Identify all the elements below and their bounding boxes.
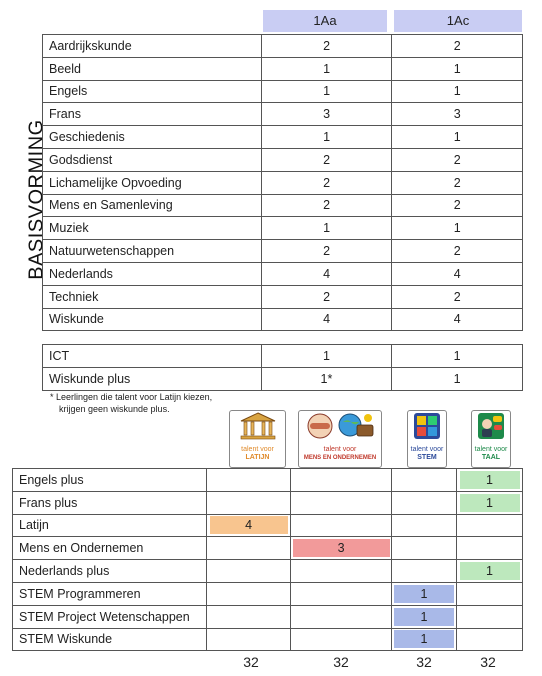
option-name: Nederlands plus bbox=[13, 560, 207, 583]
talent-card-mens bbox=[298, 410, 382, 468]
hours-mens bbox=[291, 537, 392, 560]
hours-latijn bbox=[207, 560, 291, 583]
subject-name: Muziek bbox=[43, 217, 262, 240]
table-row bbox=[13, 582, 523, 605]
footnote-line1: Leerlingen die talent voor Latijn kiezen, bbox=[56, 392, 213, 402]
talent-latijn-line2: LATIJN bbox=[245, 454, 270, 461]
option-name: STEM Wiskunde bbox=[13, 628, 207, 651]
highlight-taal: 1 bbox=[460, 562, 520, 580]
hours-mens bbox=[291, 469, 392, 492]
highlight-taal: 1 bbox=[460, 494, 520, 512]
hours-1ac: 1 bbox=[392, 345, 523, 368]
hours-1ac: 4 bbox=[392, 308, 523, 331]
hours-1aa: 4 bbox=[261, 308, 392, 331]
subject-name: Wiskunde plus bbox=[43, 367, 262, 390]
hours-mens bbox=[291, 560, 392, 583]
talent-card-latijn bbox=[229, 410, 286, 468]
hours-1aa: 2 bbox=[261, 171, 392, 194]
subject-name: Frans bbox=[43, 103, 262, 126]
option-name: Latijn bbox=[13, 514, 207, 537]
table-row bbox=[43, 262, 523, 285]
hours-stem bbox=[392, 514, 457, 537]
subject-name: Geschiedenis bbox=[43, 126, 262, 149]
talent-taal-line1: talent voor bbox=[474, 446, 508, 453]
table-row bbox=[13, 560, 523, 583]
talent-stem-line2: STEM bbox=[417, 454, 437, 461]
total-stem: 32 bbox=[416, 654, 432, 670]
table-row bbox=[43, 57, 523, 80]
speech-person-icon bbox=[475, 411, 507, 441]
talent-stem-line1: talent voor bbox=[410, 446, 444, 453]
talent-options-table bbox=[12, 468, 523, 651]
hours-1aa: 1* bbox=[261, 367, 392, 390]
basisvorming-table bbox=[42, 34, 523, 331]
highlight-mens: 3 bbox=[293, 539, 390, 557]
hours-1ac: 1 bbox=[392, 367, 523, 390]
hours-latijn bbox=[207, 605, 291, 628]
footnote-line2: krijgen geen wiskunde plus. bbox=[59, 404, 170, 414]
table-row bbox=[43, 194, 523, 217]
subject-name: ICT bbox=[43, 345, 262, 368]
extra-subjects-table bbox=[42, 344, 523, 391]
option-name: Engels plus bbox=[13, 469, 207, 492]
hours-1aa: 2 bbox=[261, 35, 392, 58]
table-row bbox=[43, 345, 523, 368]
footnote bbox=[50, 391, 212, 415]
table-row bbox=[43, 308, 523, 331]
subject-name: Nederlands bbox=[43, 262, 262, 285]
column-header-1ac: 1Ac bbox=[394, 10, 522, 32]
hours-1ac: 2 bbox=[392, 148, 523, 171]
subject-name: Engels bbox=[43, 80, 262, 103]
hours-1aa: 2 bbox=[261, 194, 392, 217]
subject-name: Beeld bbox=[43, 57, 262, 80]
hours-latijn bbox=[207, 537, 291, 560]
subject-name: Godsdienst bbox=[43, 148, 262, 171]
hours-taal bbox=[457, 514, 523, 537]
table-row bbox=[13, 537, 523, 560]
table-row bbox=[13, 514, 523, 537]
hours-1aa: 2 bbox=[261, 285, 392, 308]
hours-1ac: 2 bbox=[392, 194, 523, 217]
table-row bbox=[43, 217, 523, 240]
hours-1ac: 3 bbox=[392, 103, 523, 126]
hours-1aa: 4 bbox=[261, 262, 392, 285]
hours-1ac: 1 bbox=[392, 80, 523, 103]
hours-taal bbox=[457, 605, 523, 628]
hours-1aa: 2 bbox=[261, 240, 392, 263]
total-latijn: 32 bbox=[243, 654, 259, 670]
table-row bbox=[13, 491, 523, 514]
hours-latijn bbox=[207, 469, 291, 492]
hours-latijn bbox=[207, 514, 291, 537]
hours-stem bbox=[392, 469, 457, 492]
total-taal: 32 bbox=[480, 654, 496, 670]
highlight-latijn: 4 bbox=[210, 516, 288, 534]
table-row bbox=[43, 240, 523, 263]
hours-stem bbox=[392, 537, 457, 560]
hours-1ac: 2 bbox=[392, 171, 523, 194]
hours-1ac: 2 bbox=[392, 285, 523, 308]
hours-taal bbox=[457, 469, 523, 492]
hours-stem bbox=[392, 605, 457, 628]
option-name: STEM Project Wetenschappen bbox=[13, 605, 207, 628]
option-name: Mens en Ondernemen bbox=[13, 537, 207, 560]
hours-taal bbox=[457, 628, 523, 651]
table-row bbox=[43, 80, 523, 103]
highlight-stem: 1 bbox=[394, 630, 454, 648]
talent-card-taal bbox=[471, 410, 511, 468]
hours-latijn bbox=[207, 491, 291, 514]
subject-name: Mens en Samenleving bbox=[43, 194, 262, 217]
hours-mens bbox=[291, 582, 392, 605]
hours-1aa: 1 bbox=[261, 217, 392, 240]
hours-1ac: 1 bbox=[392, 57, 523, 80]
footnote-star: * bbox=[50, 392, 54, 402]
hours-1aa: 2 bbox=[261, 148, 392, 171]
highlight-taal: 1 bbox=[460, 471, 520, 489]
talent-mens-line1: talent voor bbox=[323, 446, 357, 453]
hours-stem bbox=[392, 628, 457, 651]
talent-mens-line2: MENS EN ONDERNEMEN bbox=[303, 455, 377, 461]
talent-card-stem bbox=[407, 410, 447, 468]
hours-1ac: 2 bbox=[392, 240, 523, 263]
columns-building-icon bbox=[238, 411, 278, 441]
hours-1aa: 1 bbox=[261, 345, 392, 368]
hours-mens bbox=[291, 491, 392, 514]
table-row bbox=[13, 605, 523, 628]
hours-latijn bbox=[207, 628, 291, 651]
table-row bbox=[43, 367, 523, 390]
total-mens: 32 bbox=[333, 654, 349, 670]
hours-1ac: 2 bbox=[392, 35, 523, 58]
subject-name: Natuurwetenschappen bbox=[43, 240, 262, 263]
highlight-stem: 1 bbox=[394, 608, 454, 626]
hours-stem bbox=[392, 582, 457, 605]
hours-taal bbox=[457, 537, 523, 560]
table-row bbox=[13, 628, 523, 651]
section-label-basisvorming: BASISVORMING bbox=[25, 119, 48, 280]
column-header-1aa: 1Aa bbox=[263, 10, 387, 32]
subject-name: Aardrijkskunde bbox=[43, 35, 262, 58]
hours-1ac: 1 bbox=[392, 126, 523, 149]
hours-1aa: 3 bbox=[261, 103, 392, 126]
hours-1aa: 1 bbox=[261, 57, 392, 80]
hours-stem bbox=[392, 491, 457, 514]
hours-mens bbox=[291, 514, 392, 537]
talent-latijn-line1: talent voor bbox=[241, 446, 274, 453]
hours-stem bbox=[392, 560, 457, 583]
hours-mens bbox=[291, 605, 392, 628]
hours-1ac: 1 bbox=[392, 217, 523, 240]
stem-gears-icon bbox=[411, 411, 443, 441]
table-row bbox=[43, 126, 523, 149]
table-row bbox=[43, 103, 523, 126]
highlight-stem: 1 bbox=[394, 585, 454, 603]
subject-name: Techniek bbox=[43, 285, 262, 308]
hours-taal bbox=[457, 560, 523, 583]
subject-name: Wiskunde bbox=[43, 308, 262, 331]
hours-latijn bbox=[207, 582, 291, 605]
handshake-globe-icon bbox=[302, 411, 378, 441]
hours-1aa: 1 bbox=[261, 80, 392, 103]
hours-1ac: 4 bbox=[392, 262, 523, 285]
table-row bbox=[43, 285, 523, 308]
talent-taal-line2: TAAL bbox=[481, 454, 501, 461]
table-row bbox=[13, 469, 523, 492]
option-name: STEM Programmeren bbox=[13, 582, 207, 605]
hours-taal bbox=[457, 491, 523, 514]
table-row bbox=[43, 171, 523, 194]
option-name: Frans plus bbox=[13, 491, 207, 514]
subject-name: Lichamelijke Opvoeding bbox=[43, 171, 262, 194]
table-row bbox=[43, 148, 523, 171]
table-row bbox=[43, 35, 523, 58]
hours-1aa: 1 bbox=[261, 126, 392, 149]
hours-mens bbox=[291, 628, 392, 651]
hours-taal bbox=[457, 582, 523, 605]
